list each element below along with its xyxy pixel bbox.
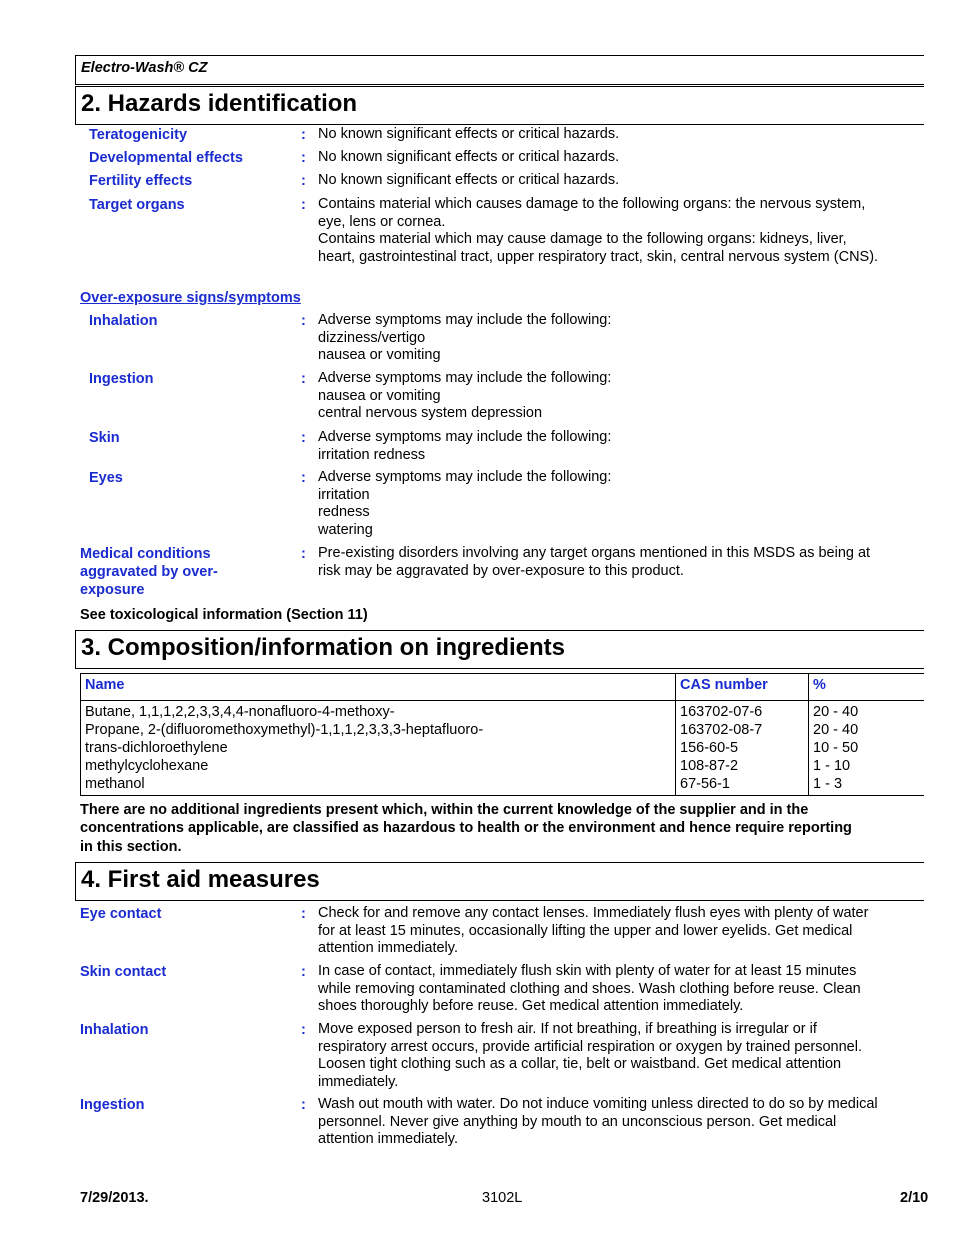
section-2-heading: 2. Hazards identification [75,86,924,125]
footer-page: 2/10 [900,1190,929,1206]
teratogenicity-value: No known significant effects or critical hazards. [318,126,620,142]
table-header-row [81,674,925,701]
colon: : [301,430,306,446]
ingredients-table [80,673,924,796]
developmental-effects-value: No known significant effects or critical hazards. [318,149,620,165]
ingestion-value: Wash out mouth with water. Do not induce vomiting unless directed to do so by medical personnel. Never give anything by mouth to an unconscious person. Get medical attention immediately. [318,1096,878,1148]
cell-line: Butane, 1,1,1,2,2,3,3,4,4-nonafluoro-4-methoxy- [85,704,395,720]
eyes-value: Adverse symptoms may include the following: irritation redness watering [318,469,612,539]
see-tox-note: See toxicological information (Section 11) [80,607,368,623]
fertility-effects-label: Fertility effects [89,173,193,189]
column-cas: CAS number [676,674,809,701]
cell-line: 108-87-2 [680,758,739,774]
column-percent: % [809,674,925,701]
ingredient-cas-cell [676,701,809,796]
cell-line: 156-60-5 [680,740,739,756]
cell-line: 163702-08-7 [680,722,763,738]
medical-conditions-label: Medical conditions aggravated by over- exposure [80,546,218,598]
eye-contact-value: Check for and remove any contact lenses. Immediately flush eyes with plenty of water for at least 15 minutes, occasionally lifting the upper and lower eyelids. Get medical attention immediately. [318,905,869,957]
cell-line: 1 - 3 [813,776,843,792]
product-name-bar [75,55,924,85]
ingredient-names-cell [81,701,676,796]
skin-contact-value: In case of contact, immediately flush skin with plenty of water for at least 15 minutes while removing contaminated clothing and shoes. Wash clothing before reuse. Clean shoes thoroughly before reuse. Get medical attention immediately. [318,963,861,1015]
colon: : [301,546,306,562]
developmental-effects-label: Developmental effects [89,150,243,166]
inhalation-value: Adverse symptoms may include the following: dizziness/vertigo nausea or vomiting [318,312,612,364]
colon: : [301,127,306,143]
cell-line: 1 - 10 [813,758,851,774]
colon: : [301,1022,306,1038]
inhalation-value: Move exposed person to fresh air. If not breathing, if breathing is irregular or if respiratory arrest occurs, provide artificial respiration or oxygen by trained personnel. Loosen tight clothing such as a collar, tie, belt or waistband. Get medical attention immediately. [318,1021,862,1091]
eye-contact-label: Eye contact [80,906,162,922]
footer-date: 7/29/2013. [80,1190,149,1206]
cell-line: methanol [85,776,145,792]
cell-line: methylcyclohexane [85,758,209,774]
inhalation-label: Inhalation [80,1022,149,1038]
section-4-heading: 4. First aid measures [75,862,924,901]
cell-line: 67-56-1 [680,776,730,792]
ingestion-label: Ingestion [89,371,154,387]
colon: : [301,1097,306,1113]
medical-conditions-value: Pre-existing disorders involving any target organs mentioned in this MSDS as being at risk may be aggravated by over-exposure to this product. [318,545,871,579]
product-name: Electro-Wash® CZ [81,60,208,76]
skin-label: Skin [89,430,120,446]
target-organs-value: Contains material which causes damage to the following organs: the nervous system, eye, lens or cornea. Contains material which may cause damage to the following organs: kidneys, liver, heart, gastrointestinal tract, upper respiratory tract, skin, central nervous system (CNS). [318,196,879,266]
skin-value: Adverse symptoms may include the following: irritation redness [318,429,612,463]
table-row [81,701,925,796]
colon: : [301,173,306,189]
cell-line: trans-dichloroethylene [85,740,228,756]
colon: : [301,197,306,213]
colon: : [301,906,306,922]
colon: : [301,150,306,166]
ingredient-percent-cell [809,701,925,796]
cell-line: 20 - 40 [813,704,859,720]
eyes-label: Eyes [89,470,123,486]
overexposure-heading[interactable]: Over-exposure signs/symptoms [80,290,301,306]
colon: : [301,964,306,980]
inhalation-label: Inhalation [89,313,158,329]
fertility-effects-value: No known significant effects or critical hazards. [318,172,620,188]
ingestion-label: Ingestion [80,1097,145,1113]
colon: : [301,470,306,486]
ingestion-value: Adverse symptoms may include the following: nausea or vomiting central nervous system depression [318,370,612,422]
cell-line: 20 - 40 [813,722,859,738]
colon: : [301,313,306,329]
section-3-heading: 3. Composition/information on ingredients [75,630,924,669]
cell-line: 10 - 50 [813,740,859,756]
cell-line: 163702-07-6 [680,704,763,720]
column-name: Name [81,674,676,701]
target-organs-label: Target organs [89,197,185,213]
footer-code: 3102L [482,1190,523,1206]
ingredients-note: There are no additional ingredients present which, within the current knowledge of the supplier and in the concentrations applicable, are classified as hazardous to health or the environment and hence require reporting in this section. [80,802,852,855]
skin-contact-label: Skin contact [80,964,167,980]
colon: : [301,371,306,387]
cell-line: Propane, 2-(difluoromethoxymethyl)-1,1,1,2,3,3,3-heptafluoro- [85,722,484,738]
teratogenicity-label: Teratogenicity [89,127,188,143]
